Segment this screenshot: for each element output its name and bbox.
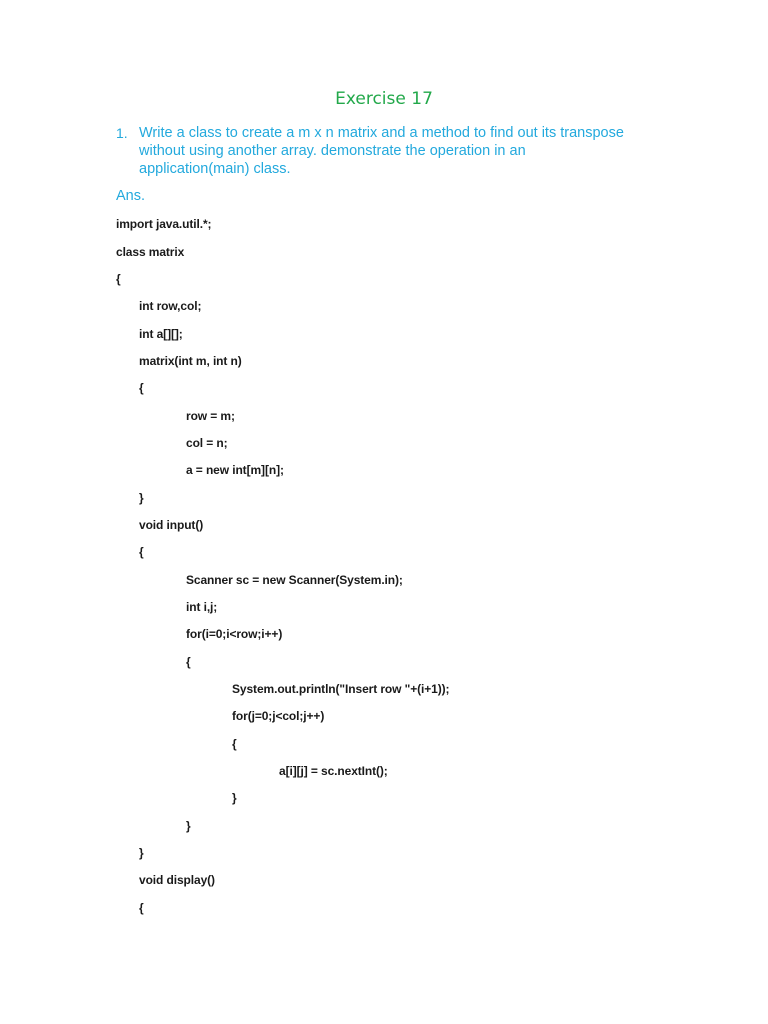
code-line: } [186,819,191,833]
question-line: Write a class to create a m x n matrix and a method to find out its transpose [139,125,624,141]
exercise-title: Exercise 17 [335,89,433,109]
code-line: a = new int[m][n]; [186,463,284,477]
code-line: for(j=0;j<col;j++) [232,709,325,723]
code-line: { [139,901,144,915]
code-line: void display() [139,873,215,887]
code-line: int i,j; [186,600,218,614]
code-line: Scanner sc = new Scanner(System.in); [186,573,403,587]
code-line: System.out.println("Insert row "+(i+1)); [232,682,450,696]
code-line: col = n; [186,436,228,450]
code-line: a[i][j] = sc.nextInt(); [279,764,388,778]
code-line: { [139,381,144,395]
code-line: import java.util.*; [116,217,212,231]
code-line: int a[][]; [139,327,183,341]
code-line: { [186,655,191,669]
code-line: } [139,846,144,860]
code-line: } [139,491,144,505]
code-line: for(i=0;i<row;i++) [186,627,283,641]
question-text [139,124,719,178]
code-line: } [232,791,237,805]
code-line: { [116,272,121,286]
question-line: without using another array. demonstrate the operation in an [139,143,526,159]
code-line: { [139,545,144,559]
code-line: void input() [139,518,204,532]
code-line: { [232,737,237,751]
code-line: class matrix [116,245,185,259]
question-line: application(main) class. [139,161,291,177]
code-line: row = m; [186,409,235,423]
code-line: matrix(int m, int n) [139,354,242,368]
code-line: int row,col; [139,299,202,313]
answer-label: Ans. [116,188,146,204]
question-number: 1. [116,125,128,141]
